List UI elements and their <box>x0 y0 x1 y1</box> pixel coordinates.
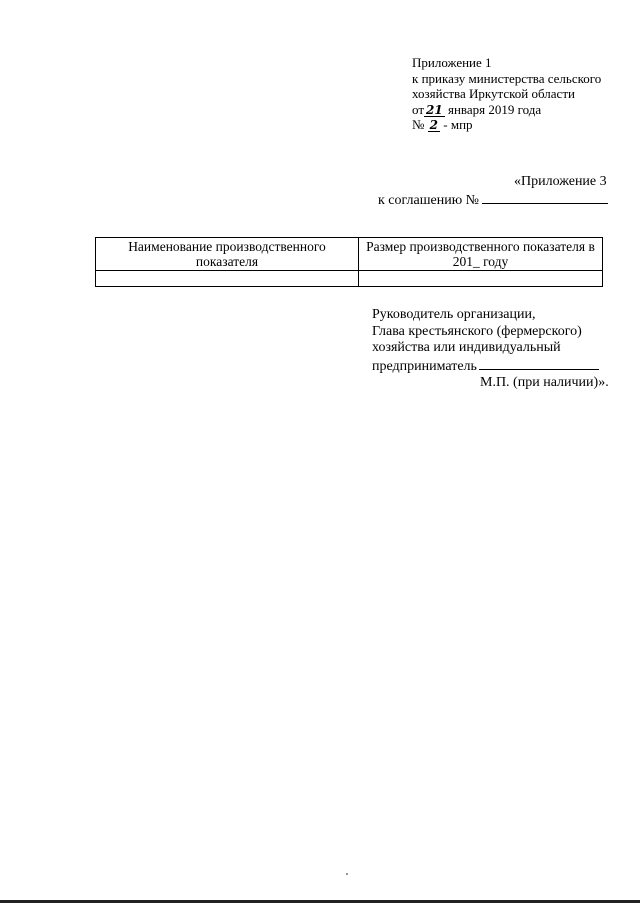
stamp-place-note: М.П. (при наличии)». <box>480 375 609 390</box>
order-number-line <box>412 117 601 133</box>
number-prefix: № <box>412 117 425 132</box>
appendix-3-title: «Приложение 3 <box>514 174 607 189</box>
appendix-1-title: Приложение 1 <box>412 55 492 70</box>
table-header-row <box>96 238 603 271</box>
agreement-line <box>378 191 608 209</box>
order-date-line <box>412 102 601 118</box>
order-appendix-header <box>412 55 601 133</box>
date-prefix: от <box>412 101 425 117</box>
scan-speck <box>346 873 348 875</box>
entrepreneur-label: предприниматель <box>372 358 477 374</box>
handwritten-number: 2 <box>429 118 439 132</box>
date-suffix: января 2019 года <box>447 101 542 117</box>
signature-line-3: хозяйства или индивидуальный <box>372 340 561 355</box>
signature-blank <box>479 357 599 370</box>
signature-line-1: Руководитель организации, <box>372 307 536 322</box>
signature-block <box>372 307 609 392</box>
ministry-name-line: хозяйства Иркутской области <box>412 86 575 101</box>
agreement-label: к соглашению № <box>378 193 480 208</box>
indicator-size-header: Размер производственного показателя в 201_ году <box>359 238 603 271</box>
table-row <box>96 271 603 287</box>
indicator-name-cell <box>96 271 359 287</box>
scan-bottom-edge <box>0 900 640 903</box>
order-reference-line: к приказу министерства сельского <box>412 70 602 86</box>
indicator-name-header: Наименование производственного показателя <box>96 238 359 271</box>
signature-line-4 <box>372 357 609 376</box>
signature-line-2: Глава крестьянского (фермерского) <box>372 323 582 339</box>
indicator-size-cell <box>359 271 603 287</box>
handwritten-day: 21 <box>426 102 443 117</box>
indicators-table <box>95 237 603 287</box>
agreement-number-blank <box>482 191 608 204</box>
number-suffix: - мпр <box>443 117 473 132</box>
